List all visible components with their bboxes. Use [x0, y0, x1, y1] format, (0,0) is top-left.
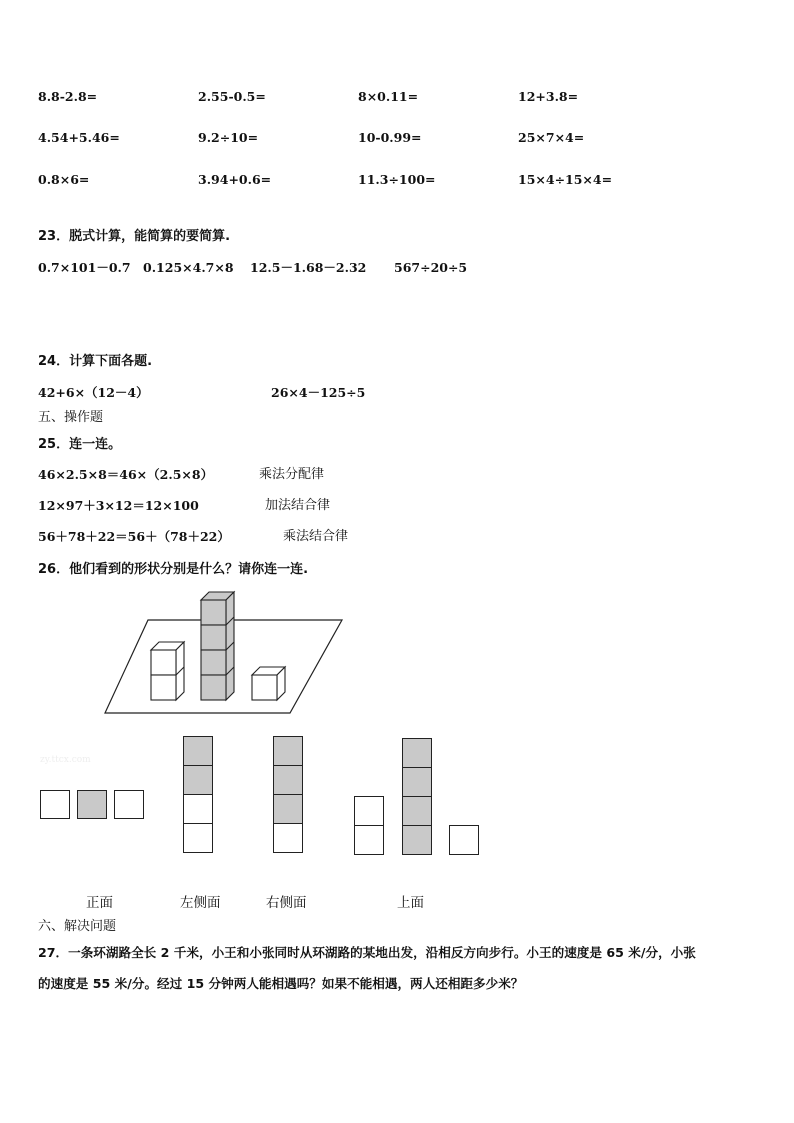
tall-cube-stack [201, 592, 234, 700]
q25-right-law: 加法结合律 [265, 498, 331, 513]
q23-expression: 0.7×101－0.7 [38, 260, 131, 275]
left-cube-stack [151, 642, 184, 700]
calc-item: 0.8×6= [38, 172, 90, 187]
calc-item: 3.94+0.6= [198, 172, 272, 187]
question-27-line-2: 的速度是 55 米/分。经过 15 分钟两人能相遇吗？如果不能相遇，两人还相距多少米？ [38, 976, 524, 991]
view-square [40, 790, 70, 819]
section-5-heading: 五、操作题 [38, 410, 104, 425]
view-square-shaded [183, 736, 213, 766]
question-27-line-1: 27．一条环湖路全长 2 千米，小王和小张同时从环湖路的某地出发，沿相反方向步行。小王的速度是 65 米/分，小张 [38, 945, 696, 960]
view-square-shaded [273, 765, 303, 795]
view-square-shaded [402, 767, 432, 797]
view-square-shaded [402, 825, 432, 855]
calc-item: 12+3.8= [518, 89, 579, 104]
q24-expression: 42+6×（12－4） [38, 385, 149, 400]
view-square-shaded [402, 738, 432, 768]
q23-expression: 12.5－1.68－2.32 [250, 260, 367, 275]
view-square-shaded [77, 790, 107, 819]
view-label-left-side: 左侧面 [180, 895, 221, 911]
single-cube [252, 667, 285, 700]
q25-left-expression: 56＋78＋22＝56＋（78＋22） [38, 529, 230, 544]
calc-item: 8×0.11= [358, 89, 419, 104]
view-label-front: 正面 [86, 895, 113, 911]
calc-item: 10-0.99= [358, 130, 422, 145]
question-23-title: 23．脱式计算，能简算的要简算. [38, 229, 231, 244]
section-6-heading: 六、解决问题 [38, 919, 117, 934]
q24-expression: 26×4－125÷5 [271, 385, 366, 400]
view-square [354, 796, 384, 826]
calc-item: 25×7×4= [518, 130, 585, 145]
view-square [273, 823, 303, 853]
q23-expression: 0.125×4.7×8 [143, 260, 234, 275]
view-square [449, 825, 479, 855]
view-square [183, 823, 213, 853]
view-square-shaded [273, 736, 303, 766]
view-square [354, 825, 384, 855]
calc-item: 9.2÷10= [198, 130, 259, 145]
q25-left-expression: 46×2.5×8＝46×（2.5×8） [38, 467, 214, 482]
question-26-title: 26．他们看到的形状分别是什么？请你连一连. [38, 562, 309, 577]
cube-scene-figure [100, 588, 350, 718]
q25-right-law: 乘法结合律 [283, 529, 349, 544]
view-label-right-side: 右侧面 [266, 895, 307, 911]
question-24-title: 24．计算下面各题. [38, 354, 153, 369]
view-square [183, 794, 213, 824]
view-label-top: 上面 [397, 895, 424, 911]
question-25-title: 25．连一连。 [38, 437, 122, 452]
calc-item: 8.8-2.8= [38, 89, 98, 104]
calc-item: 11.3÷100= [358, 172, 436, 187]
calc-item: 2.55-0.5= [198, 89, 266, 104]
view-square-shaded [402, 796, 432, 826]
view-square-shaded [183, 765, 213, 795]
view-square-shaded [273, 794, 303, 824]
watermark: zy.ttcx.com [40, 755, 91, 765]
q25-left-expression: 12×97＋3×12＝12×100 [38, 498, 199, 513]
calc-item: 4.54+5.46= [38, 130, 120, 145]
calc-item: 15×4÷15×4= [518, 172, 613, 187]
q23-expression: 567÷20÷5 [394, 260, 468, 275]
q25-right-law: 乘法分配律 [259, 467, 325, 482]
view-square [114, 790, 144, 819]
